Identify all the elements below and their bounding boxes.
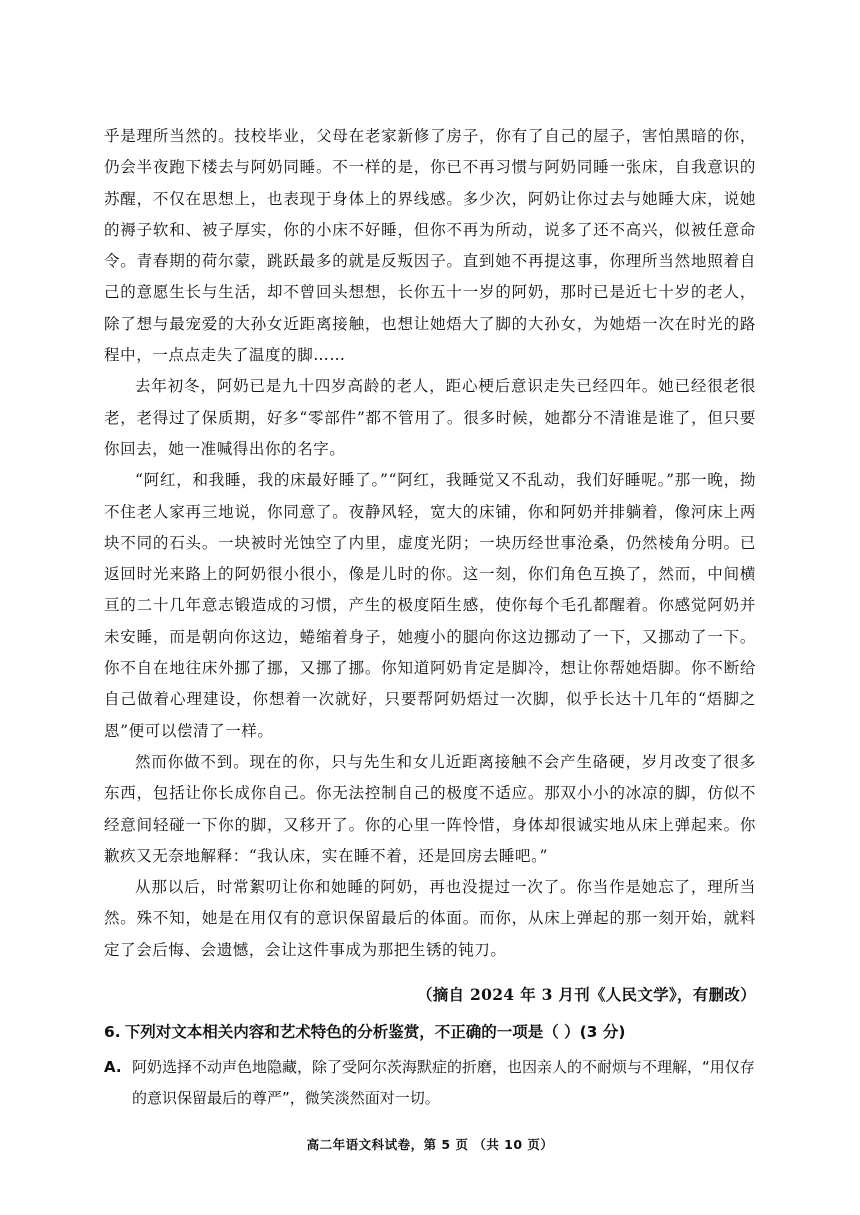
option-text: 阿奶选择不动声色地隐藏，除了受阿尔茨海默症的折磨，也因亲人的不耐烦与不理解，“用仅存的意识保留最后的尊严”，微笑淡然面对一切。 [132, 1058, 755, 1107]
source-note: （摘自 2024 年 3 月刊《人民文学》，有删改） [416, 985, 756, 1004]
page-footer: 高二年语文科试卷，第 5 页 （共 10 页） [306, 1137, 554, 1152]
passage-paragraph-1: 乎是理所当然的。技校毕业，父母在老家新修了房子，你有了自己的屋子，害怕黑暗的你，仍会半夜跑下楼去与阿奶同睡。不一样的是，你已不再习惯与阿奶同睡一张床，自我意识的苏醒，不仅在思想上，也表现于身体上的界线感。多少次，阿奶让你过去与她睡大床，说她的褥子软和、被子厚实，你的小床不好睡，但你不再为所动，说多了还不高兴，似被任意命令。青春期的荷尔蒙，跳跃最多的就是反叛因子。直到她不再提这事，你理所当然地照着自己的意愿生长与生活，却不曾回头想想，长你五十一岁的阿奶，那时已是近七十岁的老人，除了想与最宠爱的大孙女近距离接触，也想让她焐大了脚的大孙女，为她焐一次在时光的路程中，一点点走失了温度的脚…… [104, 127, 756, 365]
option-a [104, 1052, 756, 1114]
option-letter: A. [104, 1058, 122, 1076]
question-text: 下列对文本相关内容和艺术特色的分析鉴赏，不正确的一项是（ ）(3 分) [124, 1023, 626, 1041]
question-number: 6. [104, 1023, 121, 1041]
passage-paragraph-2: 去年初冬，阿奶已是九十四岁高龄的老人，距心梗后意识走失已经四年。她已经很老很老，老得过了保质期，好多“零部件”都不管用了。很多时候，她都分不清谁是谁了，但只要你回去，她一准喊得出你的名字。 [104, 377, 756, 458]
passage [104, 121, 756, 966]
passage-paragraph-5: 从那以后，时常絮叨让你和她睡的阿奶，再也没提过一次了。你当作是她忘了，理所当然。殊不知，她是在用仅有的意识保留最后的体面。而你，从床上弹起的那一刻开始，就料定了会后悔、会遗憾，会让这件事成为那把生锈的钝刀。 [104, 878, 756, 959]
question-stem [104, 1017, 756, 1048]
question-6 [104, 1017, 756, 1114]
passage-paragraph-3: “阿红，和我睡，我的床最好睡了。”“阿红，我睡觉又不乱动，我们好睡呢。”那一晚，拗不住老人家再三地说，你同意了。夜静风轻，宽大的床铺，你和阿奶并排躺着，像河床上两块不同的石头。一块被时光蚀空了内里，虚度光阴；一块历经世事沧桑，仍然棱角分明。已返回时光来路上的阿奶很小很小，像是儿时的你。这一刻，你们角色互换了，然而，中间横亘的二十几年意志锻造成的习惯，产生的极度陌生感，使你每个毛孔都醒着。你感觉阿奶并未安睡，而是朝向你这边，蜷缩着身子，她瘦小的腿向你这边挪动了一下，又挪动了一下。你不自在地往床外挪了挪，又挪了挪。你知道阿奶肯定是脚冷，想让你帮她焐脚。你不断给自己做着心理建设，你想着一次就好，只要帮阿奶焐过一次脚，似乎长达十几年的“焐脚之恩”便可以偿清了一样。 [104, 471, 756, 740]
passage-paragraph-4: 然而你做不到。现在的你，只与先生和女儿近距离接触不会产生硌硬，岁月改变了很多东西，包括让你长成你自己。你无法控制自己的极度不适应。那双小小的冰凉的脚，仿似不经意间轻碰一下你的脚，又移开了。你的心里一阵怜惜，身体却很诚实地从床上弹起来。你歉疚又无奈地解释：“我认床，实在睡不着，还是回房去睡吧。” [104, 752, 756, 865]
